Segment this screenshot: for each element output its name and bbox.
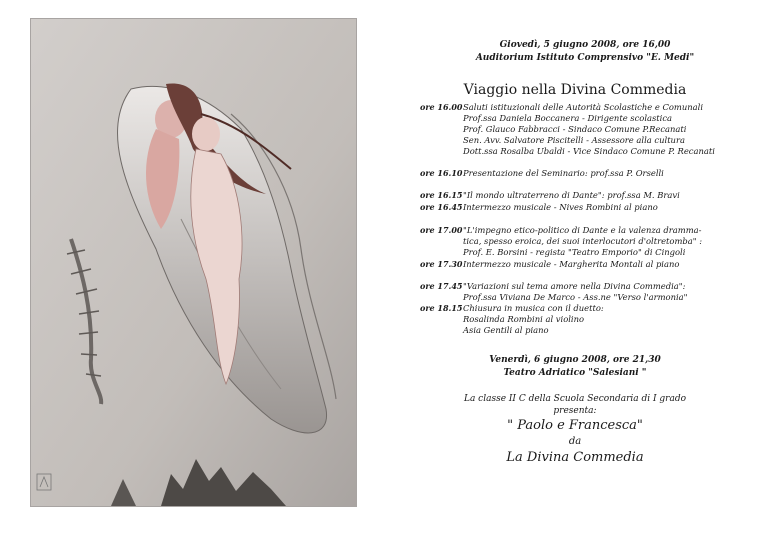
program-line: Intermezzo musicale - Margherita Montali al piano xyxy=(463,259,680,269)
program-line: Prof.ssa Viviana De Marco - Ass.ne "Verso l'armonia" xyxy=(463,292,688,302)
presentation-intro: La classe II C della Scuola Secondaria di I grado xyxy=(463,394,687,404)
program-line: "L'impegno etico-politico di Dante e la valenza dramma- xyxy=(463,225,702,235)
program-line: tica, spesso eroica, dei suoi interlocutori d'oltretomba" : xyxy=(463,236,703,246)
program-line: Intermezzo musicale - Nives Rombini al piano xyxy=(463,202,658,212)
program-line: "Variazioni sul tema amore nella Divina Commedia": xyxy=(463,281,686,291)
program-time: ore 16.10 xyxy=(420,168,463,178)
program-time: ore 18.15 xyxy=(420,303,463,313)
presentation-presenta: presenta: xyxy=(553,406,597,416)
first-event-venue: Auditorium Istituto Comprensivo "E. Medi" xyxy=(475,53,695,63)
first-event-date: Giovedì, 5 giugno 2008, ore 16,00 xyxy=(499,40,671,50)
program-line: "Il mondo ultraterreno di Dante": prof.ssa M. Bravi xyxy=(463,190,680,200)
program-time: ore 17.30 xyxy=(420,259,463,269)
program-line: Prof. Glauco Fabbracci - Sindaco Comune P.Recanati xyxy=(463,124,687,134)
program-line: Presentazione del Seminario: prof.ssa P. Orselli xyxy=(463,168,664,178)
program-time: ore 17.45 xyxy=(420,281,463,291)
program-time: ore 16.00 xyxy=(420,102,463,112)
second-event-date: Venerdì, 6 giugno 2008, ore 21,30 xyxy=(489,355,661,365)
source-title: La Divina Commedia xyxy=(506,450,644,465)
program-line: Chiusura in musica con il duetto: xyxy=(463,303,604,313)
work-title: " Paolo e Francesca" xyxy=(507,418,643,433)
program-line: Asia Gentili al piano xyxy=(463,325,549,335)
second-event-venue: Teatro Adriatico "Salesiani " xyxy=(503,368,647,378)
program-line: Prof. E. Borsini - regista "Teatro Emporio" di Cingoli xyxy=(463,247,686,257)
program-time: ore 16.15 xyxy=(420,190,463,200)
program-line: Rosalinda Rombini al violino xyxy=(463,314,585,324)
main-title: Viaggio nella Divina Commedia xyxy=(463,82,687,98)
drawing-svg xyxy=(31,19,356,506)
paolo-francesca-artwork xyxy=(30,18,357,507)
program-line: Sen. Avv. Salvatore Piscitelli - Assessore alla cultura xyxy=(463,135,685,145)
presentation-da: da xyxy=(568,436,582,447)
program-line: Prof.ssa Daniela Boccanera - Dirigente scolastica xyxy=(463,113,673,123)
program-time: ore 16.45 xyxy=(420,202,463,212)
program-time: ore 17.00 xyxy=(420,225,463,235)
program-line: Dott.ssa Rosalba Ubaldi - Vice Sindaco Comune P. Recanati xyxy=(463,146,715,156)
program-line: Saluti istituzionali delle Autorità Scolastiche e Comunali xyxy=(463,102,704,112)
